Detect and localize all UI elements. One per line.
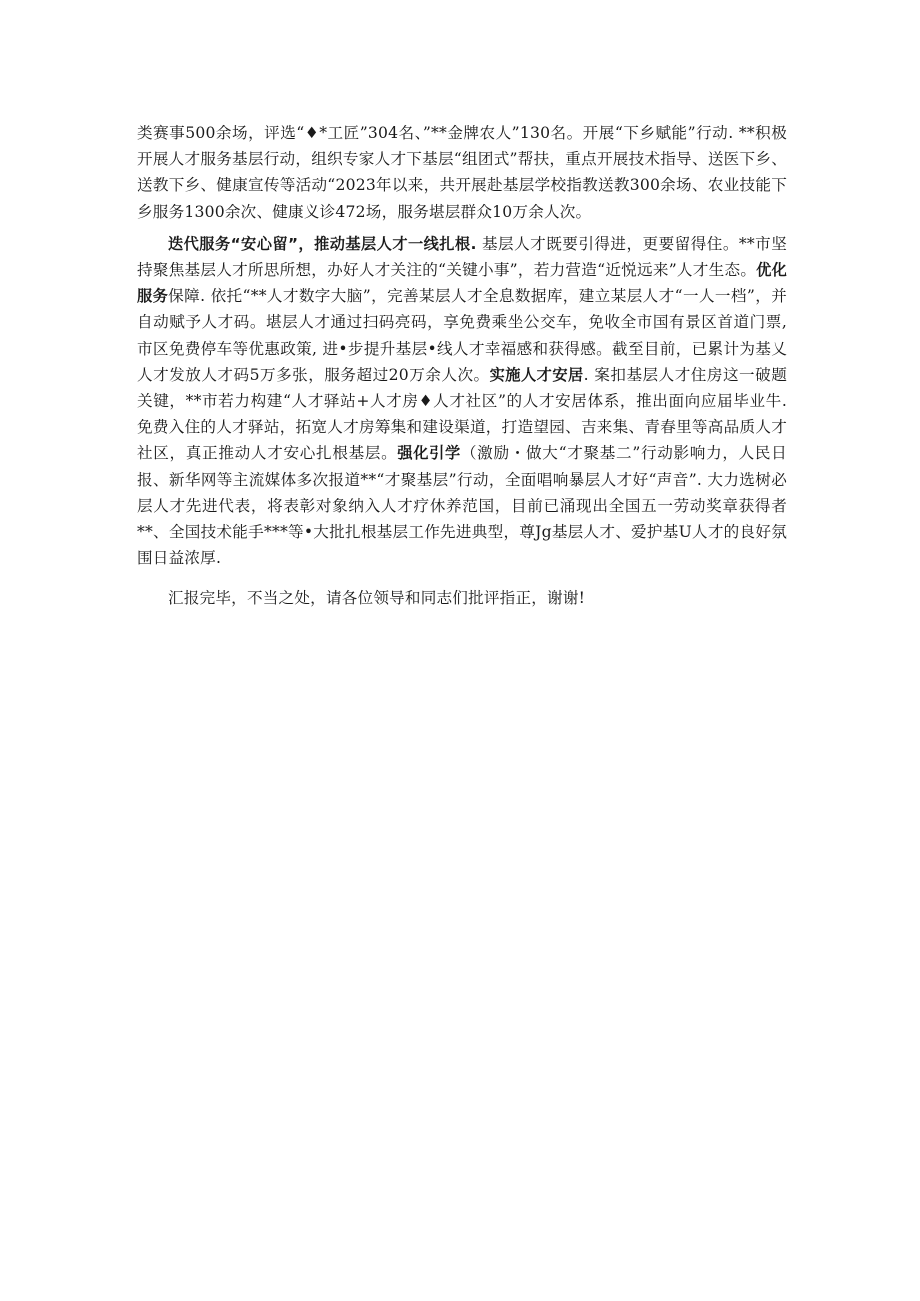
subheading-talent-housing: 实施人才安居 [489,365,584,384]
closing-remark: 汇报完毕，不当之处，请各位领导和同志们批评指正，谢谢! [168,589,586,608]
subheading-optimize-services: 优化服务 [137,261,787,306]
section-intro-text: 基层人才既要引得进，更要留得住。**市坚持聚焦基层人才所思所想，办好人才关注的“关键小事”，若力营造“近悦远来”人才生态。 [137,234,787,280]
paragraph-talent-services: 类赛事500余场，评选“♦*工匠”304名、”**金牌农人”130名。开展“下乡赋能”行动. **积极开展人才服务基层行动，组织专家人才下基层“组团式”帮扶，重点开展技术指导、送医下乡、送教下乡、健康宣传等活动“2023年以来，共开展赴基层学校指教送教300余场、农业技能下乡服务1300余次、健康义诊472场，服务堪层群众10万余人次。 [137,124,787,221]
talent-housing-text: . 案扣基层人才住房这一破题关键，**市若力构建“人才驿站+人才房♦人才社区”的人才安居体系，推出面向应届毕业牛. 免费入住的人才驿站，拓宽人才房筹集和建设渠道，打造望园、吉来集、青春里等高品质人才社区，真正推动人才安心扎根基层。 [137,365,787,463]
subheading-strengthen-guidance: 强化引学 [397,444,461,463]
optimize-services-text: 保障. 依托“**人才数字大脑”，完善某层人才全息数据库，建立某层人才“一人一档”，并自动赋予人才码。堪层人才通过扫码亮码，享免费乘坐公交车，免收全市国有景区首道门票, 市区免费停车等优惠政策, 进•步提升基层•线人才幸福感和获得感。截至目前，已累计为基乂人才发放人才码5万多张，服务超过20万余人次。 [137,287,787,384]
document-page [137,120,787,612]
section-heading-retention: 迭代服务“安心留”，推动基层人才一线扎根. [168,234,477,253]
paragraph-retention-services [137,231,787,572]
strengthen-guidance-text: （激励・做大“才聚基二”行动影响力，人民日报、新华网等主流媒体多次报道**“才聚基层”行动，全面唱响暴层人才好“声音”. 大力选树必层人才先进代表，将表彰对象纳入人才疗休养范国，目前已涌现出全国五一劳动奖章获得者**、全国技术能手***等•大批扎根基层工作先进典型，尊Jg基层人才、爱护基U人才的良好氛围日益浓厚. [137,444,787,568]
